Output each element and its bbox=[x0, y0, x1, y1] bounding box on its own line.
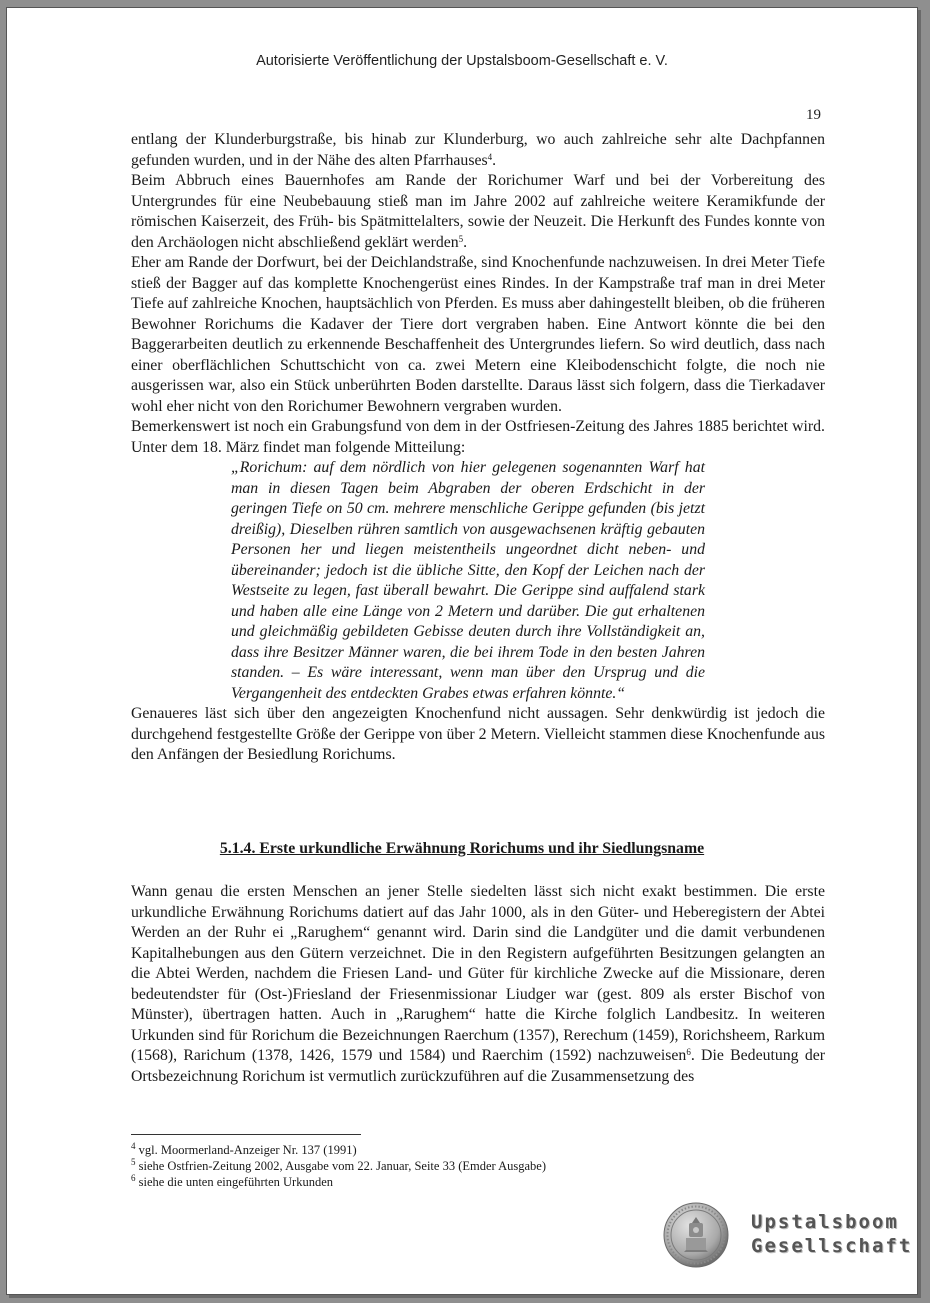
footnote-divider bbox=[131, 1134, 361, 1135]
paragraph-knochenfunde: Eher am Rande der Dorfwurt, bei der Deichlandstraße, sind Knochenfunde nachzuweisen. In drei Meter Tiefe stieß der Bagger auf das komplette Knochengerüst eines Rindes. In der Kampstraße traf man in drei Meter Tiefe auf zahlreiche Knochen, hauptsächlich von Pferden. Es muss aber dahingestellt bleiben, ob die früheren Bewohner Rorichums die Kadaver der Tiere dort vergraben haben. Eine Antwort könnte die bei den Baggerarbeiten deutlich zu erkennende Beschaffenheit des Untergrundes liefern. So wird deutlich, dass nach einer oberflächlichen Schuttschicht von ca. zwei Metern eine Kleibodenschicht folgte, die noch nie ausgerissen war, also ein Stück unberührten Boden darstellte. Daraus lässt sich folgern, dass die Tierkadaver wohl eher nicht von den Rorichumer Bewohnern vergraben wurden. bbox=[131, 254, 825, 415]
footnote-6: $^6$ siehe die unten eingeführten Urkunden bbox=[131, 1173, 334, 1189]
paragraph-grabungsfund: Bemerkenswert ist noch ein Grabungsfund von dem in der Ostfriesen-Zeitung des Jahres 1885 berichtet wird. Unter dem 18. März findet man folgende Mitteilung: bbox=[131, 418, 825, 456]
paragraph-after-quote: Genaueres läst sich über den angezeigten Knochenfund nicht aussagen. Sehr denkwürdig ist jedoch die durchgehend festgestellte Größe der Gerippe von über 2 Metern. Vielleicht stammen diese Knochenfunde aus den Anfängen der Besiedlung Rorichums. bbox=[131, 705, 825, 763]
paragraph-bauernhof: Beim Abbruch eines Bauernhofes am Rande der Rorichumer Warf und bei der Vorbereitung des Untergrundes für eine Neubebauung stieß man im Jahre 2002 auf zahlreiche weitere Keramikfunde der römischen Kaiserzeit, des Früh- bis Spätmittelalters, sowie der Neuzeit. Die Herkunft des Fundes konnte von den Archäologen nicht abschließend geklärt werden$^5$. bbox=[131, 172, 825, 251]
footnote-4: $^4$ vgl. Moormerland-Anzeiger Nr. 137 (1991) bbox=[131, 1141, 357, 1157]
footnote-5: $^5$ siehe Ostfrien-Zeitung 2002, Ausgabe vom 22. Januar, Seite 33 (Emder Ausgabe) bbox=[131, 1157, 547, 1173]
body-text-top bbox=[131, 130, 825, 766]
seal-icon bbox=[663, 1202, 729, 1268]
logo-text bbox=[751, 1210, 912, 1258]
page-number: 19 bbox=[806, 107, 821, 123]
footnotes bbox=[131, 1142, 731, 1190]
paragraph-erste-erwaehnung: Wann genau die ersten Menschen an jener Stelle siedelten lässt sich nicht exakt bestimmen. Die erste urkundliche Erwähnung Rorichums datiert auf das Jahr 1000, als in den Güter- und Heberegistern der Abtei Werden an der Ruhr ei „Rarughem“ genannt wird. Darin sind die Landgüter und die damit verbundenen Kapitalhebungen aus den Gütern verzeichnet. Die in den Registern aufgeführten Besitzungen gelangten an die Abtei Werden, nachdem die Friesen Land- und Güter für kirchliche Zwecke auf die Missionare, deren bedeutendster für (Ost-)Friesland der Friesenmissionar Liudger war (gest. 809 als erster Bischof von Münster), übertragen hatten. Auch in „Rarughem“ hatte die Kirche folglich Landbesitz. In weiteren Urkunden sind für Rorichum die Bezeichnungen Raerchum (1357), Rerechum (1459), Rorichsheem, Rarkum (1568), Rarichum (1378, 1426, 1579 und 1584) und Raerchim (1592) nachzuweisen$^6$. Die Bedeutung der Ortsbezeichnung Rorichum ist vermutlich zurückzuführen auf die Zusammensetzung des bbox=[131, 883, 825, 1085]
footnote-ref-5[interactable]: 5 bbox=[458, 233, 464, 244]
newspaper-quote: „Rorichum: auf dem nördlich von hier gelegenen sogenannten Warf hat man in diesen Tagen beim Abgraben der oberen Erdschicht in der geringen Tiefe on 50 cm. mehrere menschliche Gerippe gefunden (bis jetzt dreißig), Dieselben rühren samtlich von ausgewachsenen kräftig gebauten Personen her und liegen meistentheils ungeordnet dicht neben- und übereinander; jedoch ist die übliche Sitte, den Kopf der Leichen nach der Westseite zu legen, fast überall bewahrt. Die Gerippe sind auffalend stark und haben alle eine Länge von 2 Metern und darüber. Die gut erhaltenen und gleichmäßig gebildeten Gebisse deuten durch ihre Vollständigkeit an, dass ihre Besitzer Männer waren, die bei ihrem Tode in den besten Jahren standen. – Es wäre interessant, wenn man über den Ursprug und die Vergangenheit des entdeckten Grabes etwas erfahren könnte.“ bbox=[231, 459, 705, 702]
footnote-ref-6[interactable]: 6 bbox=[686, 1047, 691, 1057]
section-heading: 5.1.4. Erste urkundliche Erwähnung Rorichums und ihr Siedlungsname bbox=[219, 840, 705, 857]
publication-banner: Autorisierte Veröffentlichung der Upstalsboom-Gesellschaft e. V. bbox=[256, 53, 668, 69]
upstalsboom-logo bbox=[659, 1196, 911, 1276]
paragraph-klunderburg: entlang der Klunderburgstraße, bis hinab zur Klunderburg, wo auch zahlreiche sehr alte Dachpfannen gefunden wurden, und in der Nähe des alten Pfarrhauses$^4$. bbox=[131, 131, 825, 169]
logo-line-2: Gesellschaft bbox=[751, 1235, 913, 1257]
footnote-ref-4[interactable]: 4 bbox=[487, 151, 493, 162]
document-page bbox=[6, 7, 918, 1295]
logo-line-1: Upstalsboom bbox=[751, 1211, 899, 1233]
body-text-section bbox=[131, 882, 825, 1087]
